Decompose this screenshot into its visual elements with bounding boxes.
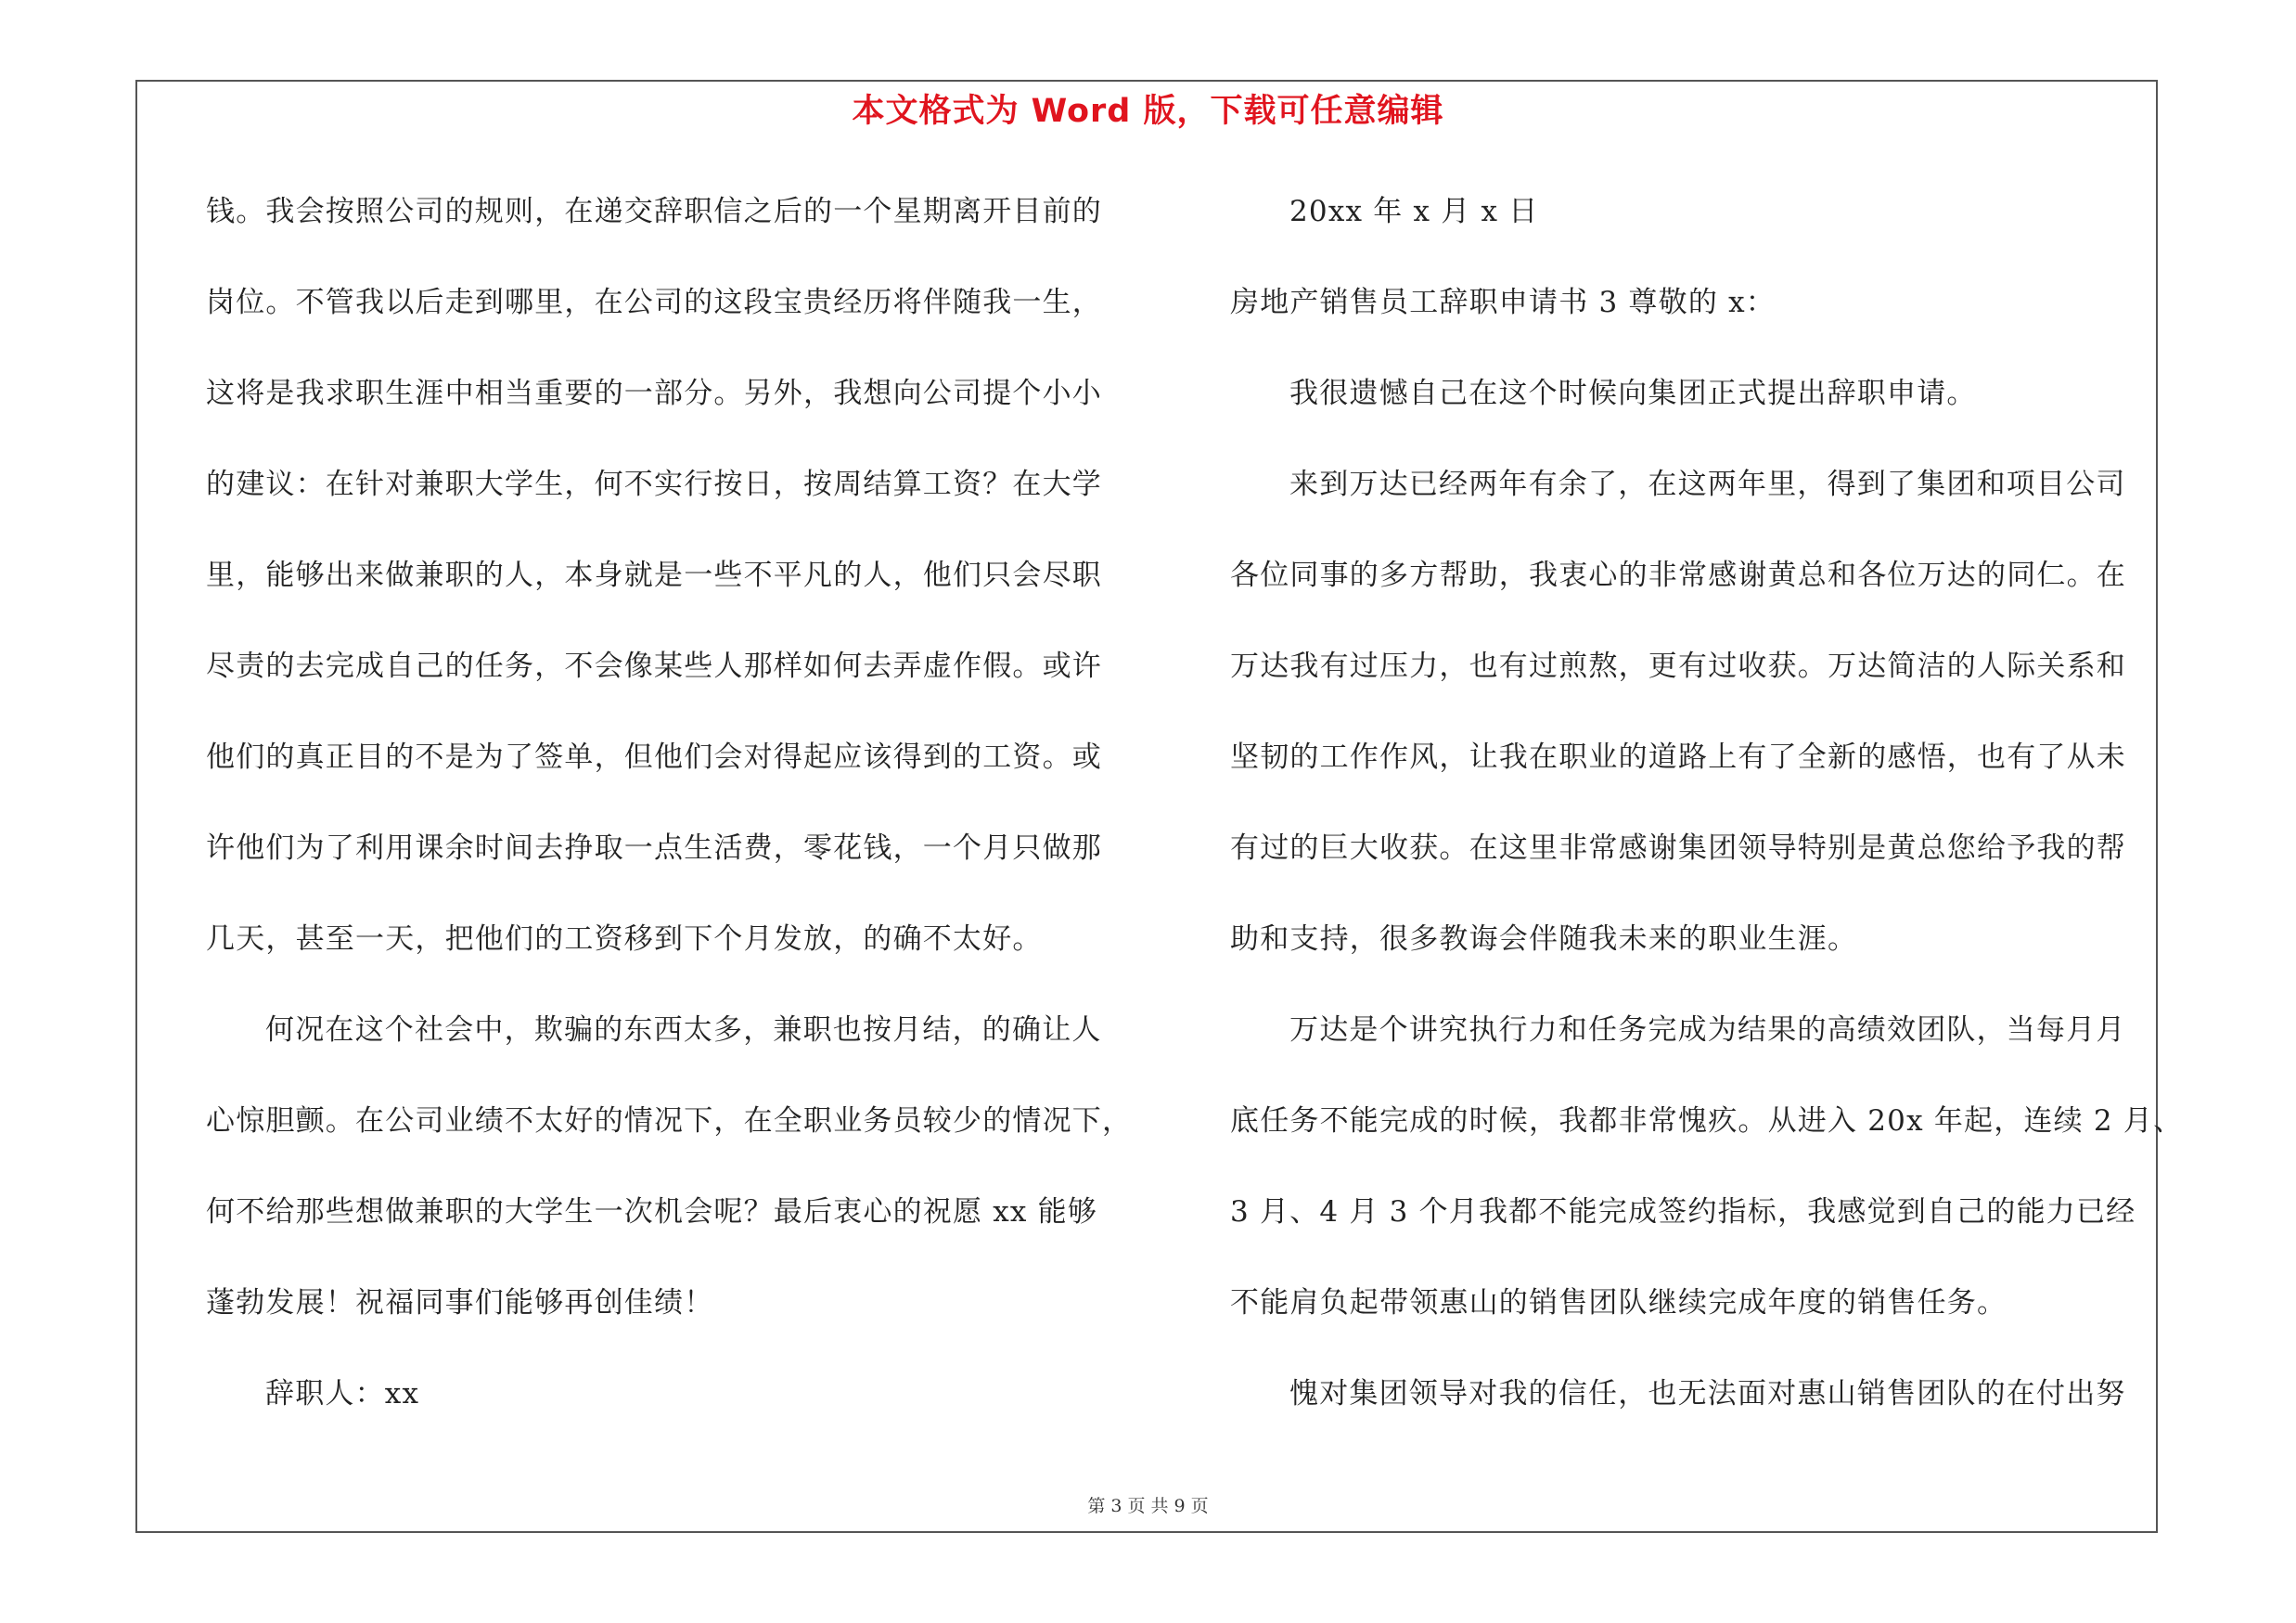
text-line: 助和支持，很多教诲会伴随我未来的职业生涯。 xyxy=(1230,922,1858,956)
text-line: 不能肩负起带领惠山的销售团队继续完成年度的销售任务。 xyxy=(1230,1286,2007,1320)
text-line: 底任务不能完成的时候，我都非常愧疚。从进入 20x 年起，连续 2 月、 xyxy=(1230,1104,2184,1138)
text-line: 3 月、4 月 3 个月我都不能完成签约指标，我感觉到自己的能力已经 xyxy=(1230,1195,2136,1229)
text-line: 蓬勃发展！祝福同事们能够再创佳绩！ xyxy=(206,1286,714,1320)
text-line: 几天，甚至一天，把他们的工资移到下个月发放，的确不太好。 xyxy=(206,922,1043,956)
text-line: 他们的真正目的不是为了签单，但他们会对得起应该得到的工资。或 xyxy=(206,741,1102,774)
text-line: 何不给那些想做兼职的大学生一次机会呢？最后衷心的祝愿 xx 能够 xyxy=(206,1195,1098,1229)
text-line: 20xx 年 x 月 x 日 xyxy=(1289,195,1539,228)
text-line: 的建议：在针对兼职大学生，何不实行按日，按周结算工资？在大学 xyxy=(206,468,1102,501)
text-line: 心惊胆颤。在公司业绩不太好的情况下，在全职业务员较少的情况下， xyxy=(206,1104,1133,1138)
text-line: 钱。我会按照公司的规则，在递交辞职信之后的一个星期离开目前的 xyxy=(206,195,1102,228)
left-text-column xyxy=(206,181,1132,1454)
text-line: 辞职人：xx xyxy=(265,1377,420,1410)
text-line: 我很遗憾自己在这个时候向集团正式提出辞职申请。 xyxy=(1289,377,1977,410)
text-line: 这将是我求职生涯中相当重要的一部分。另外，我想向公司提个小小 xyxy=(206,377,1102,410)
text-line: 岗位。不管我以后走到哪里，在公司的这段宝贵经历将伴随我一生， xyxy=(206,286,1102,319)
text-line: 各位同事的多方帮助，我衷心的非常感谢黄总和各位万达的同仁。在 xyxy=(1230,559,2126,592)
right-text-column xyxy=(1230,181,2184,1454)
text-line: 尽责的去完成自己的任务，不会像某些人那样如何去弄虚作假。或许 xyxy=(206,650,1102,683)
page-number-footer: 第 3 页 共 9 页 xyxy=(1087,1496,1209,1516)
text-line: 房地产销售员工辞职申请书 3 尊敬的 x： xyxy=(1230,286,1776,319)
text-line: 里，能够出来做兼职的人，本身就是一些不平凡的人，他们只会尽职 xyxy=(206,559,1102,592)
text-line: 来到万达已经两年有余了，在这两年里，得到了集团和项目公司 xyxy=(1289,468,2126,501)
text-line: 坚韧的工作作风，让我在职业的道路上有了全新的感悟，也有了从未 xyxy=(1230,741,2126,774)
text-line: 万达我有过压力，也有过煎熬，更有过收获。万达简洁的人际关系和 xyxy=(1230,650,2126,683)
format-banner: 本文格式为 Word 版，下载可任意编辑 xyxy=(852,93,1444,130)
text-line: 万达是个讲究执行力和任务完成为结果的高绩效团队，当每月月 xyxy=(1289,1013,2126,1047)
text-line: 有过的巨大收获。在这里非常感谢集团领导特别是黄总您给予我的帮 xyxy=(1230,831,2126,865)
text-line: 许他们为了利用课余时间去挣取一点生活费，零花钱，一个月只做那 xyxy=(206,831,1102,865)
text-line: 何况在这个社会中，欺骗的东西太多，兼职也按月结，的确让人 xyxy=(265,1013,1102,1047)
text-line: 愧对集团领导对我的信任，也无法面对惠山销售团队的在付出努 xyxy=(1289,1377,2126,1410)
